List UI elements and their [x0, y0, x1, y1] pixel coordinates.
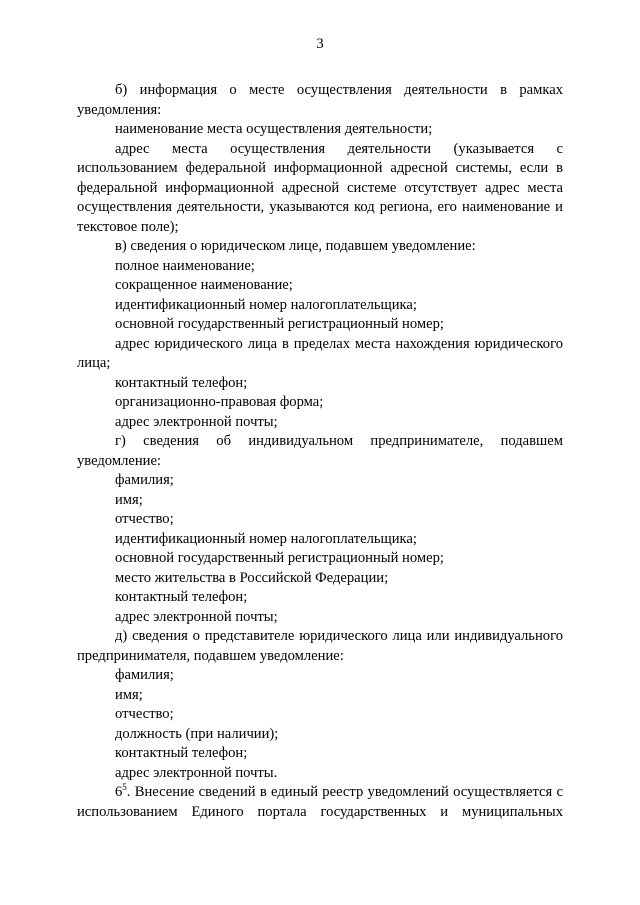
paragraph-legal-form: организационно-правовая форма;: [115, 394, 324, 410]
paragraph-first-name: имя;: [115, 491, 143, 508]
paragraph-surname: фамилия;: [115, 667, 174, 683]
paragraph-phone: контактный телефон;: [115, 374, 248, 391]
paragraph-email: адрес электронной почты.: [115, 764, 278, 781]
paragraph-surname: фамилия;: [115, 472, 174, 488]
paragraph-place-name: наименование места осуществления деятельности;: [115, 121, 433, 137]
paragraph-short-name: сокращенное наименование;: [115, 277, 293, 293]
paragraph-b-heading: б) информация о месте осуществления деятельности в рамках уведомления:: [77, 82, 563, 118]
paragraph-residence: место жительства в Российской Федерации;: [115, 569, 389, 586]
paragraph-email: адрес электронной почты;: [115, 608, 278, 625]
paragraph-d-heading: д) сведения о представителе юридического лица или индивидуального предпринимателя, подавшем уведомление:: [77, 628, 563, 664]
paragraph-patronymic: отчество;: [115, 511, 174, 527]
paragraph-phone: контактный телефон;: [115, 589, 248, 605]
paragraph-phone: контактный телефон;: [115, 745, 248, 761]
paragraph-email: адрес электронной почты;: [115, 413, 278, 430]
paragraph-first-name: имя;: [115, 686, 143, 703]
paragraph-inn: идентификационный номер налогоплательщика;: [115, 296, 417, 313]
item-superscript: 5: [122, 782, 127, 793]
paragraph-patronymic: отчество;: [115, 706, 174, 722]
paragraph-item-6-5: [77, 783, 563, 822]
item-text: . Внесение сведений в единый реестр уведомлений осуществляется с использованием Единого портала государственных и муниципальных: [77, 784, 563, 820]
paragraph-legal-address: адрес юридического лица в пределах места нахождения юридического лица;: [77, 335, 563, 371]
paragraph-place-address: адрес места осуществления деятельности (указывается с использованием федеральной информационной адресной системы, если в федеральной информационной адресной системе отсутствует адрес места осуществления деятельности, указываются код региона, его наименование и текстовое поле);: [77, 140, 563, 235]
paragraph-position: должность (при наличии);: [115, 725, 279, 742]
paragraph-v-heading: в) сведения о юридическом лице, подавшем уведомление:: [115, 238, 476, 254]
document-body: [77, 81, 563, 822]
item-number: 6: [115, 784, 123, 800]
page-number: 3: [316, 36, 324, 52]
paragraph-g-heading: г) сведения об индивидуальном предпринимателе, подавшем уведомление:: [77, 433, 563, 469]
paragraph-ogrn: основной государственный регистрационный номер;: [115, 316, 444, 332]
paragraph-inn: идентификационный номер налогоплательщика;: [115, 530, 417, 547]
paragraph-full-name: полное наименование;: [115, 257, 255, 274]
paragraph-ogrnip: основной государственный регистрационный номер;: [115, 550, 444, 566]
